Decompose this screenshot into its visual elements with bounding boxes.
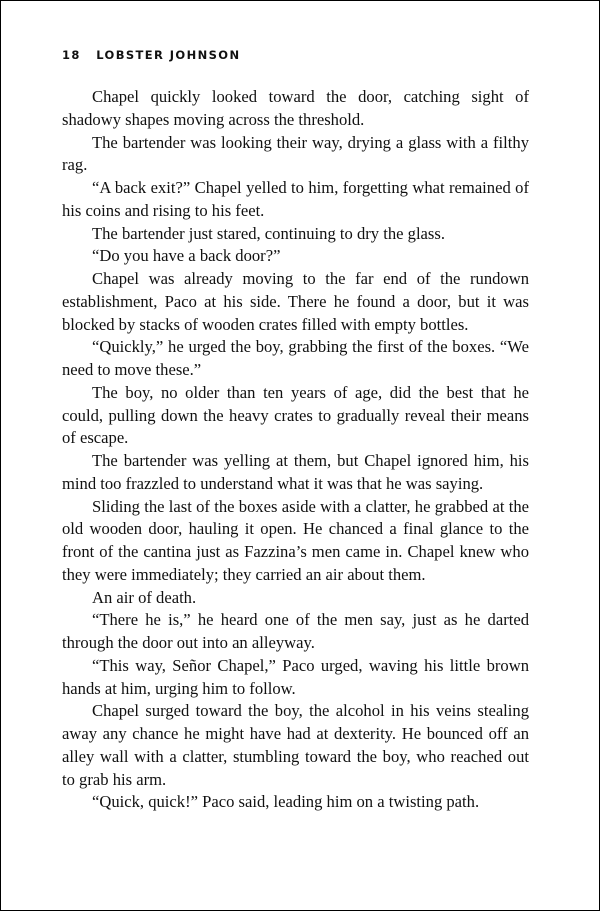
paragraph: The boy, no older than ten years of age, did the best that he could, pulling down the heavy crates to gradually reveal their means of escape.	[62, 382, 529, 448]
paragraph: The bartender was yelling at them, but Chapel ignored him, his mind too frazzled to understand what it was that he was saying.	[62, 451, 529, 493]
paragraph: “Quick, quick!” Paco said, leading him on a twisting path.	[92, 792, 480, 812]
paragraph: Chapel quickly looked toward the door, catching sight of shadowy shapes moving across the threshold.	[62, 87, 529, 129]
body-text	[62, 86, 529, 814]
paragraph: Sliding the last of the boxes aside with a clatter, he grabbed at the old wooden door, hauling it open. He chanced a final glance to the front of the cantina just as Fazzina’s men came in. Chapel knew who they were immediately; they carried an air about them.	[62, 496, 529, 584]
running-head	[62, 48, 241, 62]
paragraph: The bartender was looking their way, drying a glass with a filthy rag.	[62, 132, 529, 175]
page-number: 18	[62, 48, 81, 62]
paragraph: An air of death.	[92, 587, 197, 607]
paragraph: Chapel surged toward the boy, the alcohol in his veins stealing away any chance he might have had at dexterity. He bounced off an alley wall with a clatter, stumbling toward the boy, who reached out to grab his arm.	[62, 701, 529, 789]
paragraph: “Do you have a back door?”	[92, 246, 281, 266]
paragraph: “There he is,” he heard one of the men say, just as he darted through the door out into an alleyway.	[62, 610, 529, 652]
paragraph: “A back exit?” Chapel yelled to him, forgetting what remained of his coins and rising to his feet.	[62, 178, 529, 220]
paragraph: “Quickly,” he urged the boy, grabbing the first of the boxes. “We need to move these.”	[62, 337, 529, 379]
paragraph: “This way, Señor Chapel,” Paco urged, waving his little brown hands at him, urging him to follow.	[62, 655, 529, 698]
book-title: LOBSTER JOHNSON	[96, 48, 241, 62]
paragraph: Chapel was already moving to the far end of the rundown establishment, Paco at his side. There he found a door, but it was blocked by stacks of wooden crates filled with empty bottles.	[62, 269, 529, 334]
paragraph: The bartender just stared, continuing to dry the glass.	[92, 223, 445, 243]
